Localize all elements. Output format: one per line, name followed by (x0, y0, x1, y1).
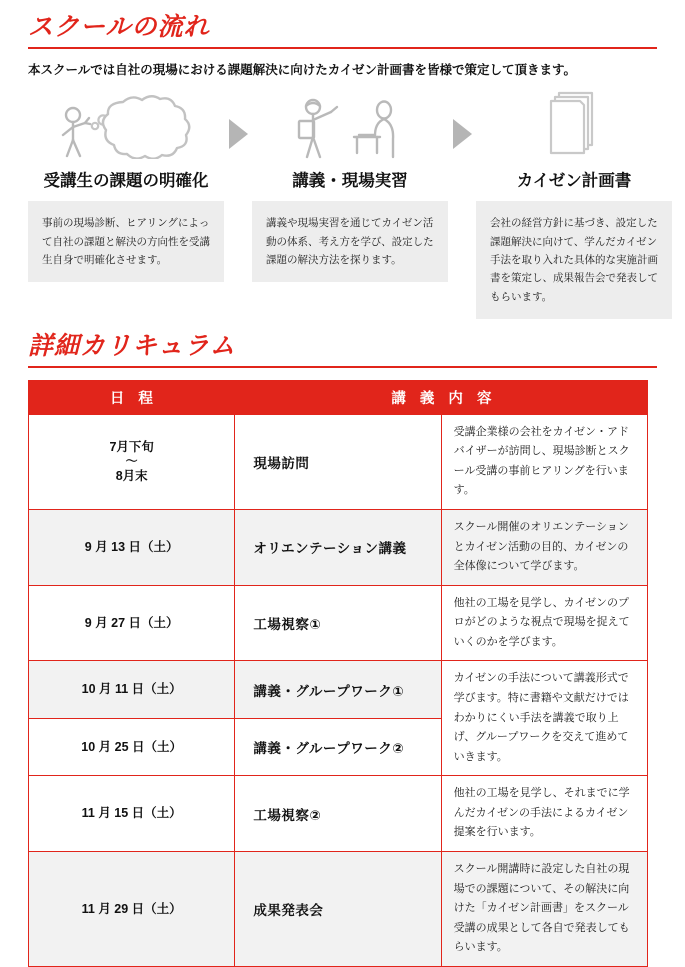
cell-date: 10 月 11 日（土） (29, 661, 235, 718)
table-row (29, 585, 648, 661)
cell-topic: 講義・グループワーク① (235, 661, 441, 718)
table-header-row (29, 380, 648, 414)
cell-topic: オリエンテーション講義 (235, 509, 441, 585)
table-row (29, 776, 648, 852)
flow-step-1 (28, 91, 224, 282)
table-row (29, 414, 648, 509)
flow-steps-row (28, 85, 657, 319)
cell-description: 他社の工場を見学し、カイゼンのプロがどのような視点で現場を捉えていくのかを学びます。 (441, 585, 647, 661)
flow-step-3-label: カイゼン計画書 (516, 172, 632, 191)
date-line-1: 7月下旬 (109, 439, 154, 454)
cell-topic: 工場視察① (235, 585, 441, 661)
flow-step-1-label: 受講生の課題の明確化 (43, 172, 209, 191)
cell-date: 11 月 15 日（土） (29, 776, 235, 852)
cell-topic: 成果発表会 (235, 852, 441, 967)
flow-step-2-description: 講義や現場実習を通じてカイゼン活動の体系、考え方を学び、設定した課題の解決方法を探ります。 (252, 201, 448, 282)
person-thought-bubble-icon (51, 93, 201, 159)
flow-step-2-label: 講義・現場実習 (292, 172, 408, 191)
flow-step-2 (252, 91, 448, 282)
heading-rule-curriculum (28, 366, 657, 368)
flow-step-3-description: 会社の経営方針に基づき、設定した課題解決に向けて、学んだカイゼン手法を取り入れた具体的な実施計画書を策定し、成果報告会で発表してもらいます。 (476, 201, 672, 319)
flow-step-2-icon-wrap (252, 91, 448, 161)
cell-description: 受講企業様の会社をカイゼン・アドバイザーが訪問し、現場診断とスクール受講の事前ヒアリングを行います。 (441, 414, 647, 509)
cell-description: スクール開催のオリエンテーションとカイゼン活動の目的、カイゼンの全体像について学びます。 (441, 509, 647, 585)
column-header-content: 講 義 内 容 (235, 380, 648, 414)
cell-date: 9 月 27 日（土） (29, 585, 235, 661)
flow-intro-text: 本スクールでは自社の現場における課題解決に向けたカイゼン計画書を皆様で策定して頂きます。 (28, 62, 577, 77)
curriculum-section (0, 319, 685, 368)
date-line-2: 8月末 (115, 469, 148, 484)
lecturer-and-seated-student-icon (285, 93, 415, 159)
curriculum-table-wrap (0, 380, 685, 967)
table-row (29, 661, 648, 718)
curriculum-table (28, 380, 648, 967)
curriculum-table-head (29, 380, 648, 414)
flow-step-1-icon-wrap (28, 91, 224, 161)
cell-topic: 講義・グループワーク② (235, 718, 441, 775)
right-triangle-arrow-icon (453, 119, 472, 149)
school-flow-section (0, 0, 685, 319)
cell-description: スクール開講時に設定した自社の現場での課題について、その解決に向けた「カイゼン計画書」をスクール受講の成果として各自で発表してもらいます。 (441, 852, 647, 967)
flow-arrow-1 (224, 91, 252, 149)
stacked-documents-icon (534, 89, 614, 159)
curriculum-heading: 詳細カリキュラム (28, 332, 236, 361)
cell-date: 11 月 29 日（土） (29, 852, 235, 967)
flow-arrow-2 (448, 91, 476, 149)
flow-step-3-icon-wrap (476, 91, 672, 161)
right-triangle-arrow-icon (229, 119, 248, 149)
curriculum-table-body (29, 414, 648, 966)
cell-description-merged: カイゼンの手法について講義形式で学びます。特に書籍や文献だけではわかりにくい手法を講義で取り上げ、グループワークを交えて進めていきます。 (441, 661, 647, 776)
cell-topic: 工場視察② (235, 776, 441, 852)
flow-step-3 (476, 91, 672, 319)
heading-rule-flow (28, 47, 657, 49)
flow-step-1-description: 事前の現場診断、ヒアリングによって自社の課題と解決の方向性を受講生自身で明確化させます。 (28, 201, 224, 282)
cell-description: 他社の工場を見学し、それまでに学んだカイゼンの手法によるカイゼン提案を行います。 (441, 776, 647, 852)
date-tilde: 〜 (125, 454, 138, 469)
column-header-date: 日 程 (29, 380, 235, 414)
school-flow-heading: スクールの流れ (28, 13, 210, 41)
cell-topic: 現場訪問 (235, 414, 441, 509)
table-row (29, 852, 648, 967)
table-row (29, 509, 648, 585)
cell-date: 9 月 13 日（土） (29, 509, 235, 585)
cell-date (29, 414, 235, 509)
cell-date: 10 月 25 日（土） (29, 718, 235, 775)
